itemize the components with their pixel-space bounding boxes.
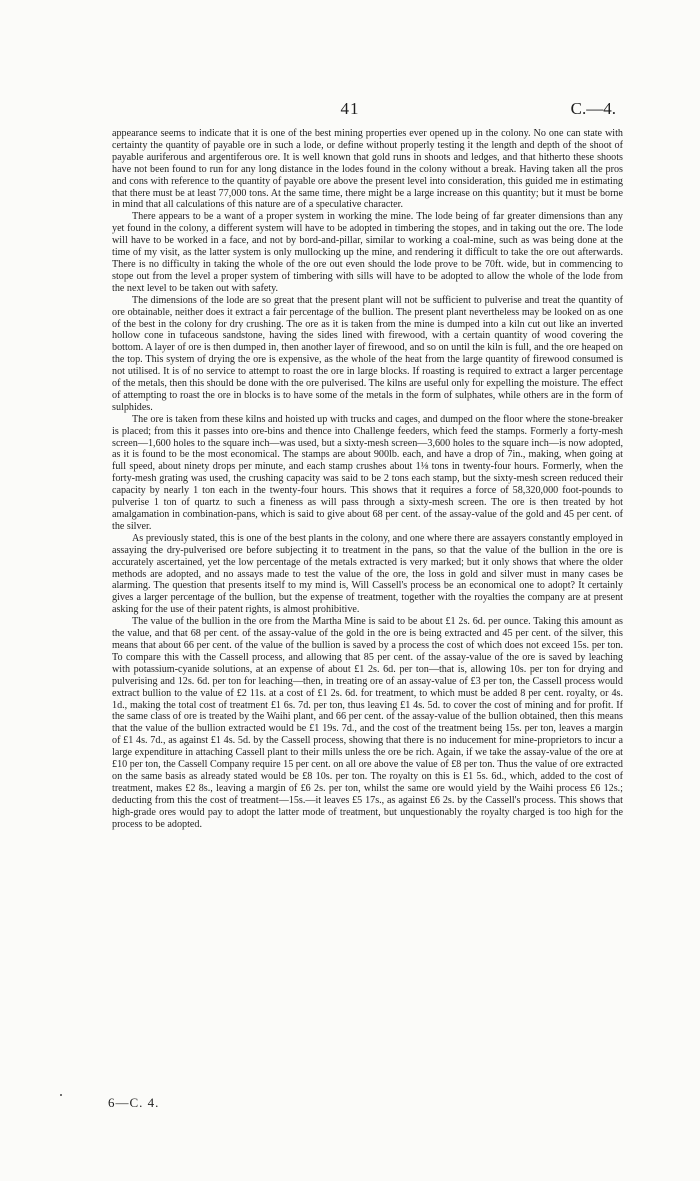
paragraph-4: The ore is taken from these kilns and hoisted up with trucks and cages, and dumped on the floor where the stone-breaker is placed; from this it passes into ore-bins and thence into Challenge feeders, which feed the stamps. Formerly a forty-mesh screen—1,600 holes to the square inch—was used, but a sixty-mesh screen—3,600 holes to the square inch—is now adopted, as it is found to be the most economical. The stamps are about 900lb. each, and have a drop of 7in., making, when going at full speed, about ninety drops per minute, and each stamp crushes about 1⅛ tons in twenty-four hours. Formerly, when the forty-mesh grating was used, the crushing capacity was said to be 2 tons each stamp, but the sixty-mesh screen reduced their capacity by nearly 1 ton each in the twenty-four hours. This shows that it requires a force of 58,320,000 foot-pounds to pulverise 1 ton of quartz to such a fineness as will pass through a sixty-mesh screen. The ore is then treated by hot amalgamation in combination-pans, which is said to give about 68 per cent. of the assay-value of the gold and 45 per cent. of the silver. [112,413,623,532]
page-number: 41 [340,99,360,118]
body-text [112,128,623,830]
paragraph-3: The dimensions of the lode are so great that the present plant will not be sufficient to pulverise and treat the quantity of ore obtainable, neither does it extract a fair percentage of the bullion. The present plant nevertheless may be looked on as one of the best in the colony for dry crushing. The ore as it is taken from the mine is dumped into a kiln cut out like an inverted hollow cone in tufaceous sandstone, having the sides lined with firewood, with a certain quantity of wood covering the bottom. A layer of ore is then dumped in, then another layer of firewood, and so on until the kiln is full, and the ore heaped on the top. This system of drying the ore is expensive, as the whole of the heat from the large quantity of firewood consumed is not utilised. It is of no service to attempt to roast the ore in large blocks. If roasting is required to extract a larger percentage of the metals, then this should be done with the ore pulverised. The kilns are useful only for expelling the moisture. The effect of attempting to roast the ore in blocks is to have some of the metals in the form of sulphates, while others are in the form of sulphides. [112,294,623,413]
margin-mark [60,1094,62,1096]
series-code: C.—4. [570,99,616,118]
signature-mark: 6—C. 4. [108,1095,160,1110]
paragraph-1: appearance seems to indicate that it is one of the best mining properties ever opened up in the colony. No one can state with certainty the quantity of payable ore in such a lode, or define without properly testing it the length and depth of the shoot of payable auriferous and argentiferous ore. It is well known that gold runs in shoots and ledges, and that hitherto these shoots have not been found to run for any long distance in the lodes found in the colony without a break. Having taken all the pros and cons with reference to the quantity of payable ore above the present level into consideration, this guided me in estimating that there must be at least 77,000 tons. At the same time, there might be a large increase on this quantity; but it must be borne in mind that all calculations of this nature are of a speculative character. [112,128,623,211]
paragraph-5: As previously stated, this is one of the best plants in the colony, and one where there are assayers constantly employed in assaying the dry-pulverised ore before subjecting it to treatment in the pans, so that the value of the bullion in the ore is accurately ascertained, yet the low percentage of the metals extracted is very marked; but it only shows that where the older methods are adopted, and no assays made to test the value of the ore, the loss in gold and silver must in many cases be alarming. The question that presents itself to my mind is, Will Cassell's process be an economical one to adopt? It certainly gives a larger percentage of the bullion, but the expense of treatment, together with the royalties the company are at present asking for the use of their patent rights, is almost prohibitive. [112,532,623,616]
paragraph-6: The value of the bullion in the ore from the Martha Mine is said to be about £1 2s. 6d. per ounce. Taking this amount as the value, and that 68 per cent. of the assay-value of the gold in the ore is being extracted and 45 per cent. of the silver, this means that about 66 per cent. of the value of the bullion is saved by a process the cost of which does not exceed 15s. per ton. To compare this with the Cassell process, and allowing that 85 per cent. of the assay-value of the ore is saved by leaching with potassium-cyanide solutions, at an expense of about £1 2s. 6d. per ton—that is, allowing 10s. per ton for drying and pulverising and 12s. 6d. per ton for leaching—then, in treating ore of an assay-value of £3 per ton, the Cassell process would extract bullion to the value of £2 11s. at a cost of £1 2s. 6d. for treatment, to which must be added 8 per cent. royalty, or 4s. 1d., making the total cost of treatment £1 6s. 7d. per ton, thus leaving £1 4s. 5d. to cover the cost of mining and for profit. If the same class of ore is treated by the Waihi plant, and 66 per cent. of the assay-value of the bullion obtained, then this means that the value of the bullion extracted would be £1 19s. 7d., and the cost of the treatment being 15s. per ton, leaves a margin of £1 4s. 7d., as against £1 4s. 5d. by the Cassell process, showing that there is no inducement for mine-proprietors to incur a large expenditure in attaching Cassell plant to their mills unless the ore be rich. Again, if we take the assay-value of the ore at £10 per ton, the Cassell Company require 15 per cent. on all ore above the value of £8 per ton. Thus the value of ore extracted on the same basis as already stated would be £8 10s. per ton. The royalty on this is £1 5s. 6d., which, added to the cost of treatment, makes £2 8s., leaving a margin of £6 2s. per ton, whilst the same ore would yield by the Waihi process £6 12s.; deducting from this the cost of treatment—15s.—it leaves £5 17s., as against £6 2s. by the Cassell's process. This shows that high-grade ores would pay to adopt the latter mode of treatment, but unquestionably the royalty charged is too high for the process to be adopted. [112,616,623,830]
paragraph-2: There appears to be a want of a proper system in working the mine. The lode being of far greater dimensions than any yet found in the colony, a different system will have to be adopted in timbering the stopes, and in taking out the ore. The lode will have to be worked in a face, and not by bord-and-pillar, similar to working a coal-mine, such as was being done at the time of my visit, as the latter system is only mullocking up the mine, and rendering it difficult to take the ore out afterwards. There is no difficulty in taking the whole of the ore out even should the lode prove to be 70ft. wide, but in commencing to stope out from the level a proper system of timbering with sills will have to be adopted to allow the whole of the lode from the next level to be taken out with safety. [112,211,623,294]
